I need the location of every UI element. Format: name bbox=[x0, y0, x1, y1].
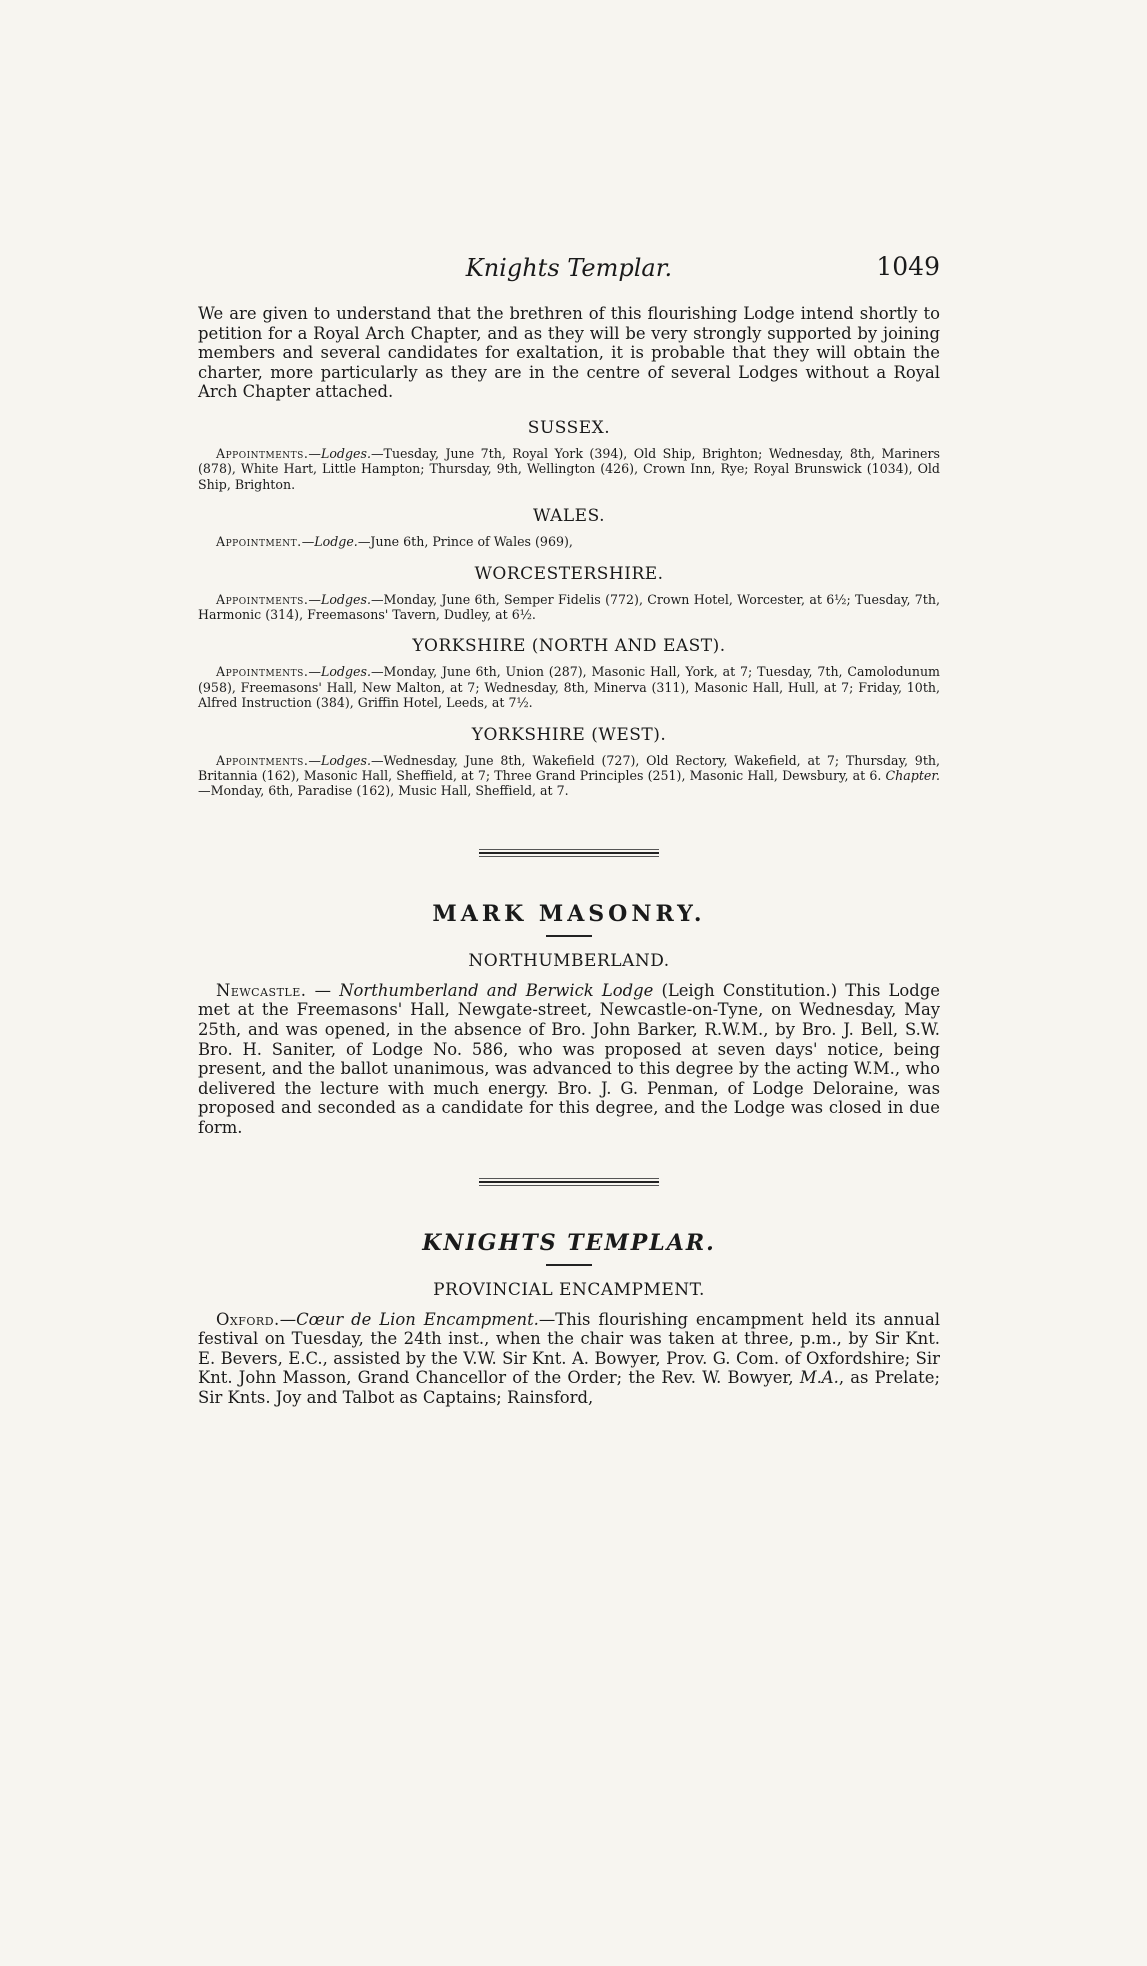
dash: — bbox=[308, 664, 321, 680]
running-head bbox=[198, 250, 940, 290]
paragraph-text-end: , as Prelate; Sir Knts. Joy and Talbot as Captains; Rainsford, bbox=[198, 1368, 940, 1407]
county-heading-yorkshire-west: YORKSHIRE (WEST). bbox=[471, 724, 667, 745]
encampment-name: —Cœur de Lion Encampment. bbox=[279, 1309, 539, 1329]
page-number: 1049 bbox=[876, 252, 940, 281]
appointments-sussex bbox=[198, 446, 940, 492]
dash: — bbox=[301, 534, 315, 550]
mark-masonry-paragraph bbox=[198, 981, 940, 1138]
county-heading-wales: WALES. bbox=[532, 506, 606, 527]
dash: — bbox=[308, 445, 321, 461]
county-heading-northumberland: NORTHUMBERLAND. bbox=[468, 950, 670, 971]
chapter-label: Chapter. bbox=[885, 768, 940, 784]
running-title: Knights Templar. bbox=[465, 254, 673, 282]
county-heading-sussex: SUSSEX. bbox=[527, 417, 611, 438]
lodge-name: Northumberland and Berwick Lodge bbox=[339, 980, 654, 1000]
section-title-mark-masonry: MARK MASONRY. bbox=[432, 900, 706, 927]
appointments-label: Appointments. bbox=[216, 445, 309, 461]
degree-abbrev: M.A. bbox=[799, 1368, 839, 1388]
dash: — bbox=[308, 591, 321, 607]
county-heading-yorkshire-north-east: YORKSHIRE (NORTH AND EAST). bbox=[412, 636, 726, 657]
lodge-label: Lodge. bbox=[314, 534, 358, 550]
appointments-text: —Wednesday, June 8th, Wakefield (727), Old Rectory, Wakefield, at 7; Thursday, 9th, Britannia (162), Masonic Hall, Sheffield, at 7; Three Grand Principles (251), Masonic Hall, Dewsbury, at 6. bbox=[198, 752, 940, 784]
appointments-text: —June 6th, Prince of Wales (969), bbox=[357, 534, 573, 550]
appointment-label: Appointment. bbox=[216, 534, 302, 550]
paragraph-text: —This flourishing encampment held its annual festival on Tuesday, the 24th inst., when the chair was taken at three, p.m., by Sir Knt. E. Bevers, E.C., assisted by the V.W. Sir Knt. A. Bowyer, Prov. G. Com. of Oxfordshire; Sir Knt. John Masson, Grand Chancellor of the Order; the Rev. W. Bowyer, bbox=[198, 1309, 940, 1388]
dash: — bbox=[306, 980, 340, 1000]
appointments-worcestershire bbox=[198, 592, 940, 623]
lodges-label: Lodges. bbox=[320, 664, 371, 680]
place-label: Newcastle. bbox=[216, 980, 307, 1000]
appointments-label: Appointments. bbox=[216, 664, 309, 680]
paragraph-text: (Leigh Constitution.) This Lodge met at the Freemasons' Hall, Newgate-street, Newcastle-on-Tyne, on Wednesday, May 25th, and was opened, in the absence of Bro. John Barker, R.W.M., by Bro. J. Bell, S.W. Bro. H. Saniter, of Lodge No. 586, who was proposed at seven days' notice, being present, and the ballot unanimous, was advanced to this degree by the acting W.M., who delivered the lecture with much energy. Bro. J. G. Penman, of Lodge Deloraine, was proposed and seconded as a candidate for this degree, and the Lodge was closed in due form. bbox=[198, 980, 940, 1137]
lodges-label: Lodges. bbox=[320, 752, 371, 768]
intro-paragraph: We are given to understand that the brethren of this flourishing Lodge intend shortly to petition for a Royal Arch Chapter, and as they will be very strongly supported by joining members and several candidates for exaltation, it is probable that they will obtain the charter, more particularly as they are in the centre of several Lodges without a Royal Arch Chapter attached. bbox=[198, 304, 940, 402]
section-divider bbox=[479, 1178, 659, 1186]
dash: — bbox=[308, 752, 321, 768]
county-heading-worcestershire: WORCESTERSHIRE. bbox=[474, 563, 664, 584]
knights-templar-paragraph bbox=[198, 1310, 940, 1408]
lodges-label: Lodges. bbox=[320, 445, 371, 461]
appointments-label: Appointments. bbox=[216, 752, 309, 768]
appointments-text: —Tuesday, June 7th, Royal York (394), Old Ship, Brighton; Wednesday, 8th, Mariners (878), White Hart, Little Hampton; Thursday, 9th, Wellington (426), Crown Inn, Rye; Royal Brunswick (1034), Old Ship, Brighton. bbox=[198, 445, 940, 492]
appointments-yorkshire-west bbox=[198, 753, 940, 799]
section-title-knights-templar: KNIGHTS TEMPLAR. bbox=[422, 1229, 716, 1256]
heading-provincial-encampment: PROVINCIAL ENCAMPMENT. bbox=[433, 1279, 705, 1300]
appointments-label: Appointments. bbox=[216, 591, 309, 607]
place-label: Oxford. bbox=[216, 1309, 280, 1329]
short-rule bbox=[546, 935, 592, 937]
appointments-text: —Monday, June 6th, Semper Fidelis (772), Crown Hotel, Worcester, at 6½; Tuesday, 7th, Harmonic (314), Freemasons' Tavern, Dudley, at 6½. bbox=[198, 591, 940, 622]
appointments-text: —Monday, June 6th, Union (287), Masonic Hall, York, at 7; Tuesday, 7th, Camolodunum (958), Freemasons' Hall, New Malton, at 7; Wednesday, 8th, Minerva (311), Masonic Hall, Hull, at 7; Friday, 10th, Alfred Instruction (384), Griffin Hotel, Leeds, at 7½. bbox=[198, 664, 940, 711]
appointments-yorkshire-north-east bbox=[198, 664, 940, 710]
chapter-text: —Monday, 6th, Paradise (162), Music Hall, Sheffield, at 7. bbox=[198, 783, 569, 799]
page bbox=[198, 250, 940, 1408]
short-rule bbox=[546, 1264, 592, 1266]
lodges-label: Lodges. bbox=[320, 591, 371, 607]
section-divider bbox=[479, 849, 659, 857]
appointments-wales bbox=[198, 534, 940, 549]
